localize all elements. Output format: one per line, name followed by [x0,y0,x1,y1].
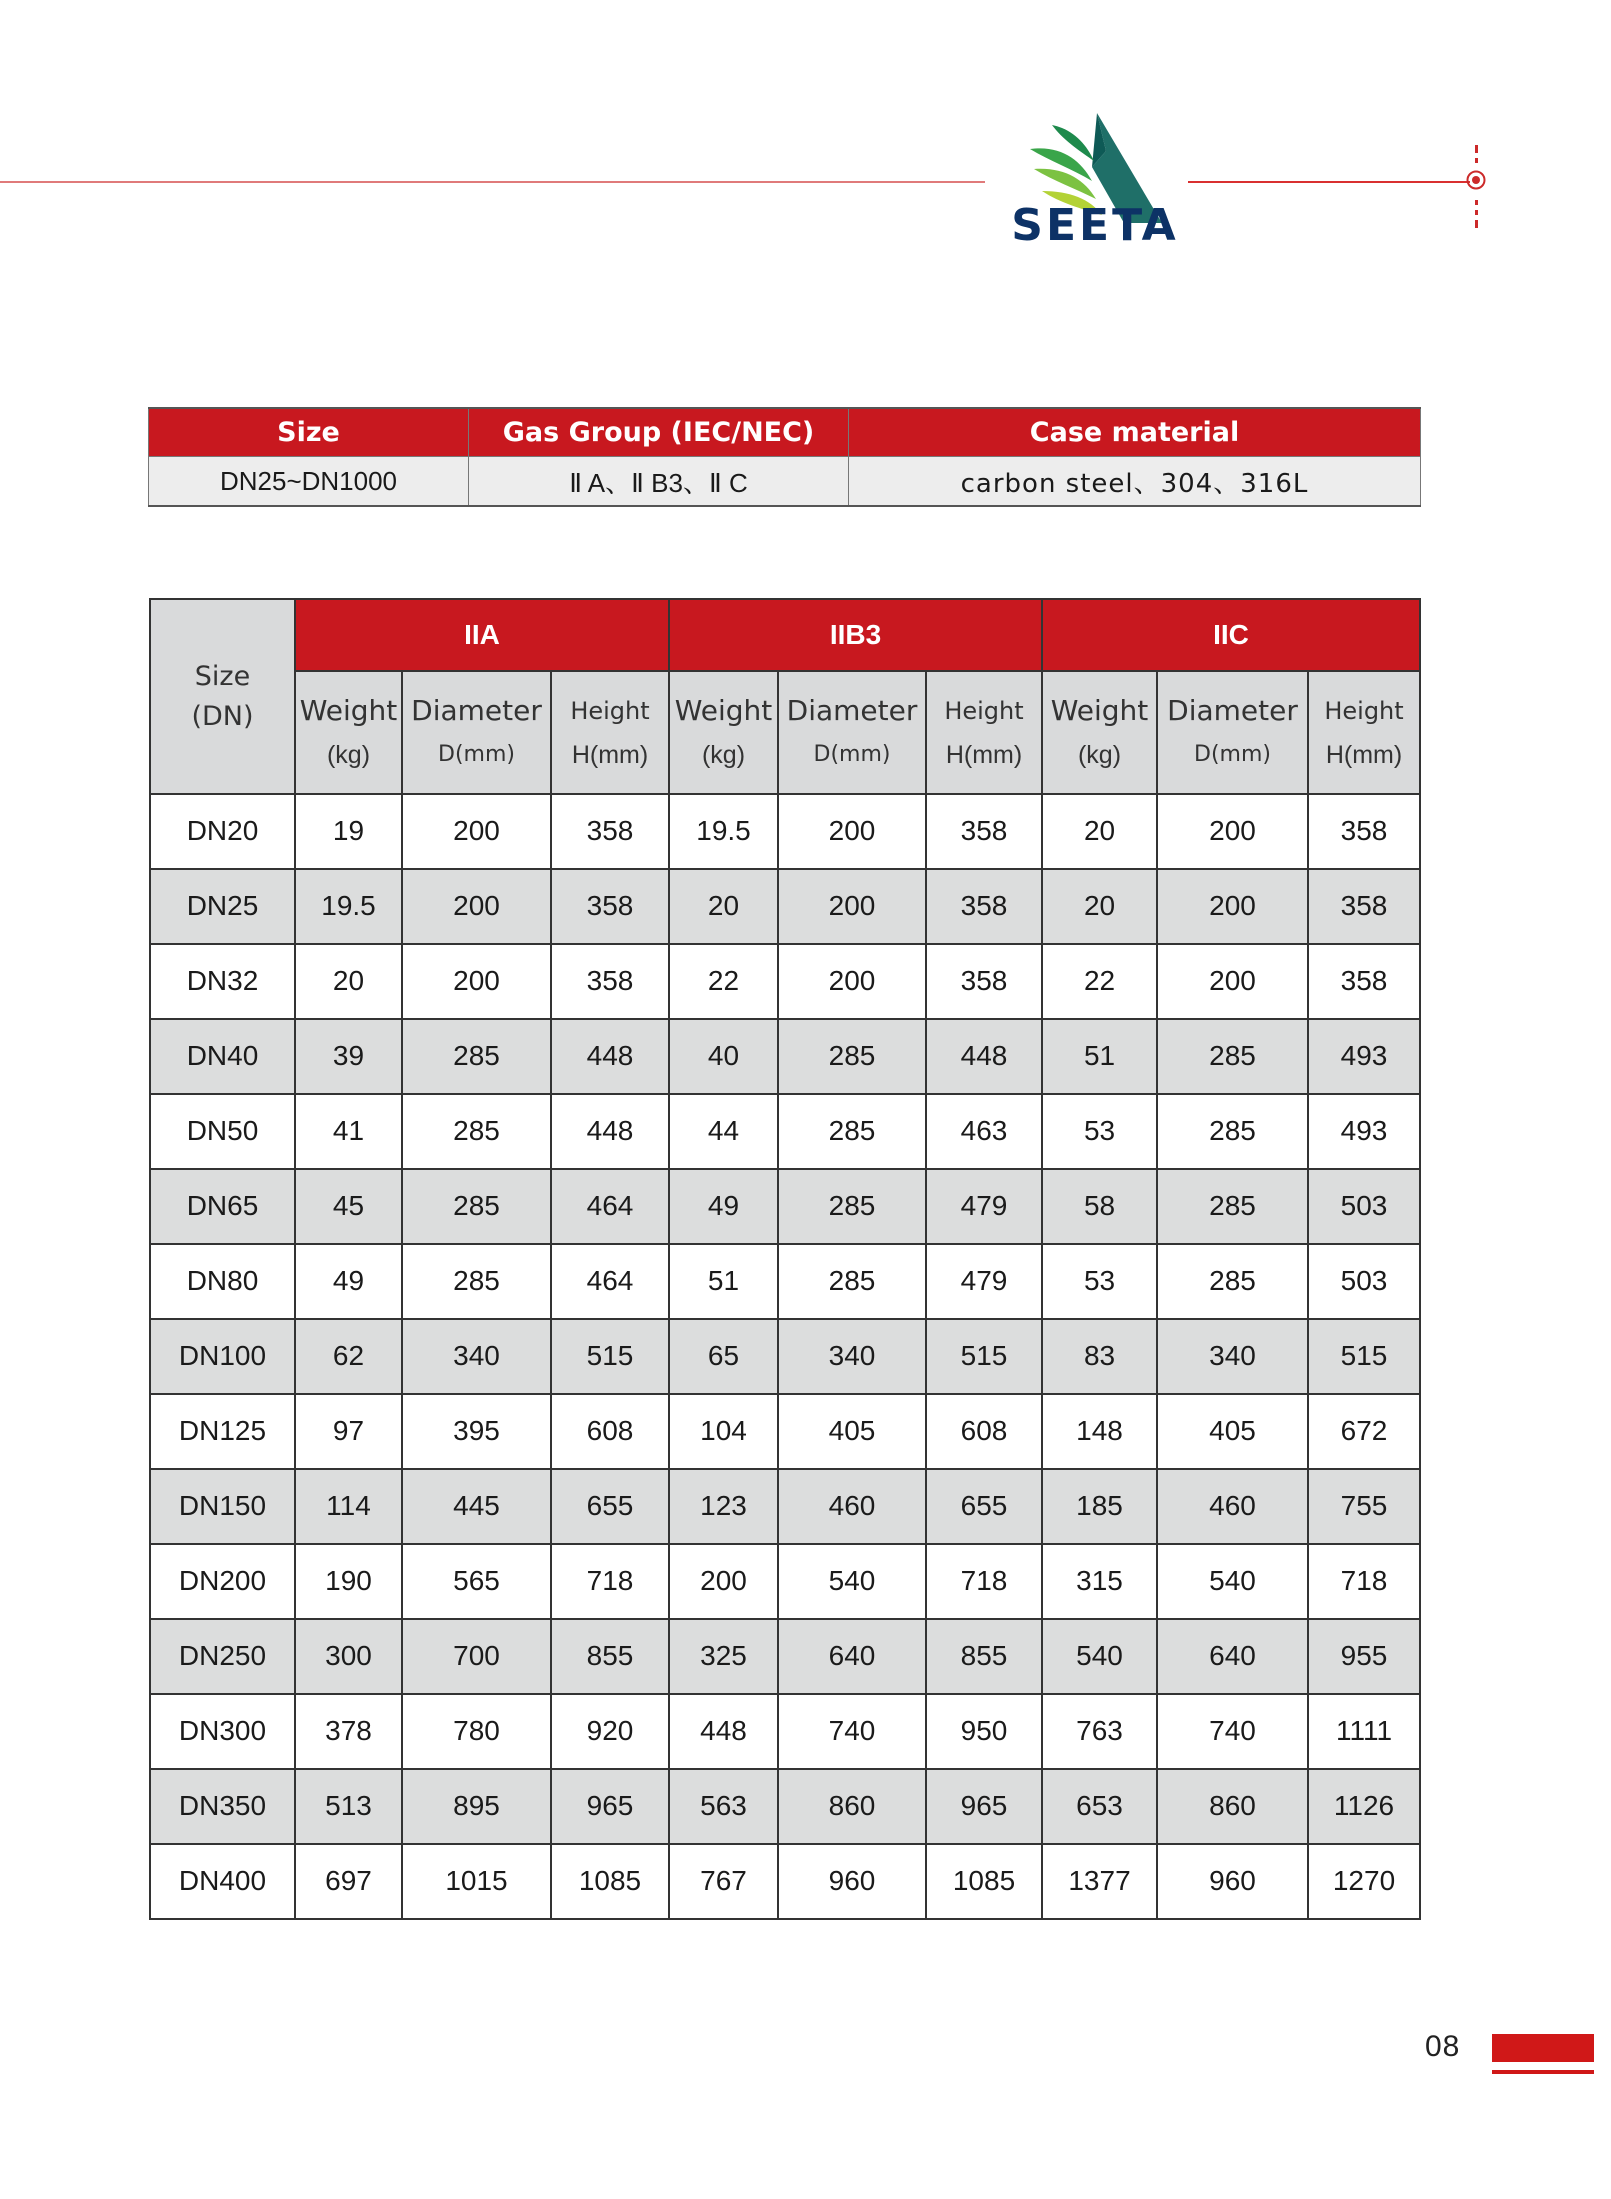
cell-iib3-diameter: 460 [778,1469,926,1544]
cell-iia-height: 358 [551,944,669,1019]
cell-iic-diameter: 285 [1157,1019,1308,1094]
diameter-header [778,671,926,794]
cell-iib3-height: 655 [926,1469,1042,1544]
cell-iic-weight: 148 [1042,1394,1157,1469]
height-label: Height [570,696,650,725]
diameter-unit: D(mm) [438,741,515,767]
cell-iia-diameter: 285 [402,1169,551,1244]
cell-iib3-height: 515 [926,1319,1042,1394]
cell-iia-weight: 19 [295,794,402,869]
cell-iic-height: 515 [1308,1319,1420,1394]
cell-iib3-weight: 19.5 [669,794,778,869]
cell-iia-diameter: 395 [402,1394,551,1469]
cell-size: DN250 [150,1619,295,1694]
cell-size: DN65 [150,1169,295,1244]
cell-size: DN125 [150,1394,295,1469]
cell-iic-diameter: 285 [1157,1094,1308,1169]
cell-iic-diameter: 285 [1157,1169,1308,1244]
cell-iic-weight: 58 [1042,1169,1157,1244]
height-label: Height [944,696,1024,725]
cell-iic-diameter: 285 [1157,1244,1308,1319]
spec-header-gas-group: Gas Group (IEC/NEC) [469,408,849,457]
size-dn-header [150,599,295,794]
cell-iic-diameter: 405 [1157,1394,1308,1469]
cell-iia-diameter: 700 [402,1619,551,1694]
cell-iia-diameter: 445 [402,1469,551,1544]
cell-iic-height: 358 [1308,944,1420,1019]
diameter-label: Diameter [786,693,918,727]
cell-iia-height: 655 [551,1469,669,1544]
cell-iia-diameter: 565 [402,1544,551,1619]
cell-iia-height: 358 [551,869,669,944]
cell-iib3-height: 950 [926,1694,1042,1769]
cell-size: DN20 [150,794,295,869]
header-rule-left [0,181,985,183]
cell-iib3-weight: 325 [669,1619,778,1694]
height-unit: H(mm) [571,740,649,769]
cell-iia-weight: 62 [295,1319,402,1394]
cell-iib3-height: 448 [926,1019,1042,1094]
weight-label: Weight [674,693,773,727]
cell-iia-height: 608 [551,1394,669,1469]
diameter-header [402,671,551,794]
cell-iic-diameter: 540 [1157,1544,1308,1619]
cell-iib3-weight: 20 [669,869,778,944]
cell-iic-diameter: 200 [1157,944,1308,1019]
cell-iib3-weight: 40 [669,1019,778,1094]
cell-iib3-weight: 767 [669,1844,778,1919]
brand-name: SEETA [1011,200,1179,251]
table-row [150,1244,1420,1319]
cell-size: DN150 [150,1469,295,1544]
cell-iib3-diameter: 340 [778,1319,926,1394]
cell-iib3-weight: 448 [669,1694,778,1769]
cell-iib3-height: 1085 [926,1844,1042,1919]
dimension-table-body [150,794,1420,1919]
cell-iic-weight: 20 [1042,794,1157,869]
cell-iib3-diameter: 285 [778,1094,926,1169]
cell-iia-weight: 697 [295,1844,402,1919]
cell-iic-weight: 53 [1042,1094,1157,1169]
group-header-iic: IIC [1042,599,1420,671]
cell-iib3-height: 965 [926,1769,1042,1844]
cell-iib3-weight: 65 [669,1319,778,1394]
table-row [150,1694,1420,1769]
header-dot [1475,158,1478,163]
table-row [150,1544,1420,1619]
spec-row [149,457,1421,507]
table-row [150,944,1420,1019]
cell-iib3-height: 479 [926,1244,1042,1319]
cell-iia-diameter: 340 [402,1319,551,1394]
cell-size: DN25 [150,869,295,944]
spec-case-material-value: carbon steel、304、316L [849,457,1421,507]
cell-iib3-diameter: 200 [778,869,926,944]
cell-iib3-height: 358 [926,794,1042,869]
cell-iia-height: 515 [551,1319,669,1394]
cell-iib3-diameter: 640 [778,1619,926,1694]
cell-iib3-diameter: 200 [778,794,926,869]
cell-iib3-diameter: 285 [778,1244,926,1319]
cell-iic-weight: 1377 [1042,1844,1157,1919]
cell-iib3-weight: 200 [669,1544,778,1619]
cell-iia-weight: 19.5 [295,869,402,944]
cell-iia-diameter: 200 [402,869,551,944]
height-header [1308,671,1420,794]
cell-iia-height: 448 [551,1094,669,1169]
cell-iib3-height: 358 [926,869,1042,944]
weight-unit: (kg) [1077,740,1122,769]
cell-iib3-weight: 49 [669,1169,778,1244]
diameter-unit: D(mm) [813,741,891,767]
cell-iia-diameter: 285 [402,1244,551,1319]
header-rule-right [1188,181,1470,183]
header-dot [1475,220,1478,228]
cell-iic-height: 755 [1308,1469,1420,1544]
table-row [150,1169,1420,1244]
table-row [150,1094,1420,1169]
cell-size: DN40 [150,1019,295,1094]
height-header [926,671,1042,794]
cell-iic-diameter: 860 [1157,1769,1308,1844]
weight-header [669,671,778,794]
cell-iic-diameter: 340 [1157,1319,1308,1394]
cell-iia-weight: 49 [295,1244,402,1319]
cell-size: DN32 [150,944,295,1019]
cell-iic-weight: 653 [1042,1769,1157,1844]
cell-iib3-weight: 104 [669,1394,778,1469]
cell-iia-diameter: 200 [402,794,551,869]
weight-unit: (kg) [701,740,746,769]
cell-iic-height: 503 [1308,1169,1420,1244]
cell-iia-height: 464 [551,1244,669,1319]
size-header-label: Size [194,660,251,692]
cell-iic-height: 1126 [1308,1769,1420,1844]
table-row [150,869,1420,944]
cell-iic-weight: 763 [1042,1694,1157,1769]
cell-iia-diameter: 285 [402,1094,551,1169]
cell-iia-weight: 20 [295,944,402,1019]
diameter-label: Diameter [411,693,542,727]
cell-size: DN100 [150,1319,295,1394]
cell-iic-weight: 185 [1042,1469,1157,1544]
cell-iib3-weight: 563 [669,1769,778,1844]
cell-iib3-diameter: 740 [778,1694,926,1769]
cell-iia-height: 855 [551,1619,669,1694]
cell-iic-weight: 20 [1042,869,1157,944]
cell-iia-height: 464 [551,1169,669,1244]
spec-header-case-material: Case material [849,408,1421,457]
cell-size: DN350 [150,1769,295,1844]
group-header-iia: IIA [295,599,669,671]
table-row [150,1319,1420,1394]
cell-iic-diameter: 740 [1157,1694,1308,1769]
cell-iia-weight: 300 [295,1619,402,1694]
cell-iia-diameter: 780 [402,1694,551,1769]
cell-iib3-weight: 44 [669,1094,778,1169]
cell-iia-diameter: 895 [402,1769,551,1844]
cell-size: DN200 [150,1544,295,1619]
header-dot [1475,210,1478,215]
cell-iib3-height: 718 [926,1544,1042,1619]
spec-size-value: DN25~DN1000 [149,457,469,507]
cell-iia-diameter: 200 [402,944,551,1019]
cell-iic-weight: 53 [1042,1244,1157,1319]
cell-iib3-diameter: 405 [778,1394,926,1469]
cell-iib3-diameter: 540 [778,1544,926,1619]
cell-iic-height: 672 [1308,1394,1420,1469]
cell-iia-height: 718 [551,1544,669,1619]
cell-size: DN400 [150,1844,295,1919]
cell-iic-diameter: 460 [1157,1469,1308,1544]
spec-header-size: Size [149,408,469,457]
cell-iia-weight: 45 [295,1169,402,1244]
cell-iib3-height: 358 [926,944,1042,1019]
height-unit: H(mm) [945,740,1023,769]
cell-iib3-height: 855 [926,1619,1042,1694]
cell-iia-height: 1085 [551,1844,669,1919]
cell-iia-weight: 41 [295,1094,402,1169]
height-unit: H(mm) [1325,740,1403,769]
cell-iia-weight: 39 [295,1019,402,1094]
cell-iic-weight: 540 [1042,1619,1157,1694]
cell-iia-height: 920 [551,1694,669,1769]
diameter-label: Diameter [1167,693,1298,727]
cell-iib3-weight: 123 [669,1469,778,1544]
cell-iic-height: 358 [1308,869,1420,944]
header-dot [1475,200,1478,205]
cell-iib3-height: 479 [926,1169,1042,1244]
cell-iib3-weight: 51 [669,1244,778,1319]
cell-iic-diameter: 200 [1157,869,1308,944]
cell-iic-diameter: 640 [1157,1619,1308,1694]
cell-iib3-height: 463 [926,1094,1042,1169]
cell-iic-height: 493 [1308,1019,1420,1094]
table-row [150,1469,1420,1544]
cell-iic-height: 1270 [1308,1844,1420,1919]
cell-size: DN300 [150,1694,295,1769]
spec-table [148,407,1421,507]
cell-size: DN50 [150,1094,295,1169]
cell-iia-weight: 513 [295,1769,402,1844]
cell-iia-weight: 114 [295,1469,402,1544]
cell-iic-weight: 51 [1042,1019,1157,1094]
cell-iib3-height: 608 [926,1394,1042,1469]
table-row [150,1619,1420,1694]
page-number: 08 [1425,2030,1461,2063]
cell-iic-diameter: 200 [1157,794,1308,869]
table-row [150,1844,1420,1919]
cell-iic-height: 503 [1308,1244,1420,1319]
cell-iic-weight: 315 [1042,1544,1157,1619]
cell-iia-weight: 97 [295,1394,402,1469]
height-label: Height [1324,696,1404,725]
group-header-iib3: IIB3 [669,599,1042,671]
table-row [150,1019,1420,1094]
size-header-unit: (DN) [191,700,254,732]
weight-header [1042,671,1157,794]
cell-iic-height: 358 [1308,794,1420,869]
cell-iib3-diameter: 960 [778,1844,926,1919]
height-header [551,671,669,794]
cell-iib3-diameter: 285 [778,1019,926,1094]
table-row [150,1769,1420,1844]
cell-iib3-diameter: 285 [778,1169,926,1244]
diameter-unit: D(mm) [1194,741,1271,767]
cell-iia-height: 358 [551,794,669,869]
header-dot [1475,145,1478,153]
weight-unit: (kg) [326,740,371,769]
spec-gas-group-value: Ⅱ A、Ⅱ B3、Ⅱ C [469,457,849,507]
cell-iia-height: 448 [551,1019,669,1094]
cell-iib3-weight: 22 [669,944,778,1019]
weight-header [295,671,402,794]
cell-iia-weight: 378 [295,1694,402,1769]
table-row [150,794,1420,869]
cell-size: DN80 [150,1244,295,1319]
cell-iic-height: 493 [1308,1094,1420,1169]
dimension-table [149,598,1421,1920]
cell-iic-diameter: 960 [1157,1844,1308,1919]
cell-iib3-diameter: 860 [778,1769,926,1844]
cell-iia-weight: 190 [295,1544,402,1619]
diameter-header [1157,671,1308,794]
cell-iia-diameter: 1015 [402,1844,551,1919]
cell-iic-height: 955 [1308,1619,1420,1694]
cell-iia-diameter: 285 [402,1019,551,1094]
page-marker-line [1492,2070,1594,2074]
cell-iic-height: 1111 [1308,1694,1420,1769]
weight-label: Weight [299,693,398,727]
cell-iic-weight: 83 [1042,1319,1157,1394]
cell-iic-weight: 22 [1042,944,1157,1019]
weight-label: Weight [1050,693,1149,727]
cell-iia-height: 965 [551,1769,669,1844]
page-marker-bar [1492,2034,1594,2062]
target-icon [1466,170,1486,190]
cell-iib3-diameter: 200 [778,944,926,1019]
cell-iic-height: 718 [1308,1544,1420,1619]
table-row [150,1394,1420,1469]
